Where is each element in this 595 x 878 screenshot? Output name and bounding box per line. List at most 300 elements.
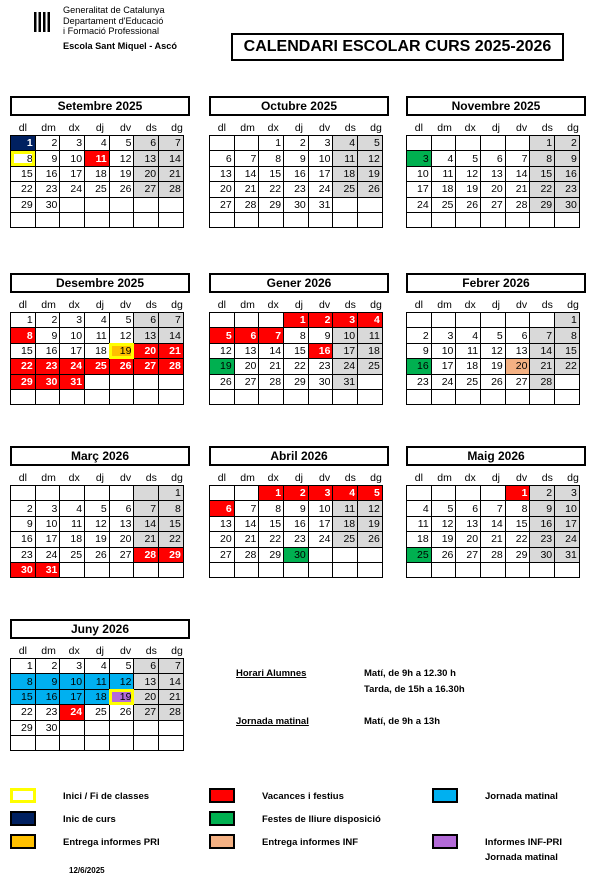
day-cell: [530, 212, 555, 227]
month-calendar: [10, 446, 190, 578]
day-cell: 24: [431, 374, 456, 389]
day-cell: 16: [11, 532, 36, 547]
weekday-label: dm: [437, 472, 452, 484]
day-cell: 6: [234, 328, 259, 343]
generalitat-logo-icon: [33, 10, 53, 34]
day-cell: 31: [35, 562, 60, 577]
horari-alumnes-tarda: Tarda, de 15h a 16.30h: [364, 684, 465, 695]
day-cell: 13: [505, 343, 530, 358]
day-cell: 9: [35, 674, 60, 689]
day-cell: [407, 212, 432, 227]
day-cell: [210, 313, 235, 328]
day-cell: [333, 212, 358, 227]
day-cell: 6: [210, 151, 235, 166]
day-cell: 11: [407, 516, 432, 531]
day-cell: [284, 562, 309, 577]
week-row: [407, 313, 580, 328]
day-cell: 9: [555, 151, 580, 166]
day-cell: 13: [481, 166, 506, 181]
horari-alumnes-label: Horari Alumnes: [236, 668, 307, 679]
day-cell: 9: [284, 151, 309, 166]
day-cell: 12: [431, 516, 456, 531]
day-cell: [85, 389, 110, 404]
day-cell: [333, 547, 358, 562]
month-grid: [406, 485, 580, 578]
day-cell: 8: [505, 501, 530, 516]
weekday-header: [406, 122, 586, 134]
weekday-label: dl: [217, 299, 226, 311]
day-cell: [530, 562, 555, 577]
day-cell: 11: [333, 151, 358, 166]
weekday-header: [10, 472, 190, 484]
day-cell: 25: [85, 182, 110, 197]
day-cell: [308, 212, 333, 227]
day-cell: 29: [159, 547, 184, 562]
legend-swatch-vacances: [209, 788, 235, 803]
day-cell: 12: [85, 516, 110, 531]
weekday-label: dv: [516, 122, 528, 134]
day-cell: [159, 735, 184, 750]
day-cell: [407, 313, 432, 328]
weekday-label: dx: [464, 122, 476, 134]
weekday-label: dj: [491, 299, 500, 311]
day-cell: 15: [259, 516, 284, 531]
day-cell: 6: [210, 501, 235, 516]
week-row: [210, 532, 383, 547]
day-cell: 10: [60, 328, 85, 343]
day-cell: 30: [284, 197, 309, 212]
day-cell: 26: [431, 547, 456, 562]
day-cell: 8: [11, 674, 36, 689]
day-cell: 9: [11, 516, 36, 531]
day-cell: 4: [85, 313, 110, 328]
day-cell: 1: [259, 136, 284, 151]
day-cell: [109, 212, 134, 227]
weekday-label: dv: [120, 645, 132, 657]
day-cell: [109, 374, 134, 389]
week-row: [11, 313, 184, 328]
day-cell: 7: [159, 313, 184, 328]
day-cell: [284, 389, 309, 404]
day-cell: [358, 562, 383, 577]
month-calendar: [209, 96, 389, 228]
day-cell: [358, 547, 383, 562]
day-cell: 16: [308, 343, 333, 358]
week-row: [407, 501, 580, 516]
month-title: Abril 2026: [209, 446, 389, 466]
day-cell: 29: [11, 197, 36, 212]
day-cell: 30: [35, 720, 60, 735]
week-row: [407, 359, 580, 374]
day-cell: [431, 212, 456, 227]
weekday-label: ds: [145, 472, 157, 484]
day-cell: [159, 720, 184, 735]
day-cell: [85, 562, 110, 577]
day-cell: 13: [109, 516, 134, 531]
legend-entrega-pri: Entrega informes PRI: [63, 837, 160, 848]
day-cell: 5: [210, 328, 235, 343]
day-cell: [333, 389, 358, 404]
day-cell: 27: [456, 547, 481, 562]
day-cell: 28: [259, 374, 284, 389]
day-cell: 17: [60, 166, 85, 181]
day-cell: 28: [234, 197, 259, 212]
day-cell: 15: [159, 516, 184, 531]
day-cell: 2: [11, 501, 36, 516]
day-cell: 27: [134, 359, 159, 374]
day-cell: [407, 486, 432, 501]
day-cell: [234, 212, 259, 227]
day-cell: 24: [60, 182, 85, 197]
day-cell: 28: [530, 374, 555, 389]
legend-inici-curs: Inic de curs: [63, 814, 116, 825]
day-cell: 30: [284, 547, 309, 562]
week-row: [407, 151, 580, 166]
day-cell: 27: [505, 374, 530, 389]
week-row: [11, 151, 184, 166]
day-cell: 15: [555, 343, 580, 358]
weekday-label: ds: [541, 472, 553, 484]
day-cell: 13: [134, 151, 159, 166]
day-cell: 10: [308, 501, 333, 516]
weekday-label: dv: [319, 299, 331, 311]
day-cell: 1: [284, 313, 309, 328]
day-cell: 19: [85, 532, 110, 547]
weekday-label: dl: [217, 472, 226, 484]
week-row: [210, 562, 383, 577]
weekday-label: dv: [319, 122, 331, 134]
day-cell: 9: [35, 328, 60, 343]
day-cell: 18: [431, 182, 456, 197]
day-cell: 24: [555, 532, 580, 547]
day-cell: 27: [234, 374, 259, 389]
weekday-label: dg: [567, 299, 579, 311]
day-cell: 2: [284, 486, 309, 501]
month-calendar: [10, 96, 190, 228]
day-cell: 2: [530, 486, 555, 501]
day-cell: 12: [358, 501, 383, 516]
weekday-label: dv: [120, 472, 132, 484]
day-cell: [555, 212, 580, 227]
month-grid: [10, 135, 184, 228]
day-cell: [159, 374, 184, 389]
day-cell: [481, 212, 506, 227]
day-cell: 26: [85, 547, 110, 562]
day-cell: [505, 562, 530, 577]
weekday-label: dg: [567, 122, 579, 134]
day-cell: [456, 389, 481, 404]
day-cell: 28: [481, 547, 506, 562]
week-row: [210, 212, 383, 227]
day-cell: 13: [134, 328, 159, 343]
day-cell: 26: [109, 182, 134, 197]
day-cell: [333, 562, 358, 577]
day-cell: 29: [11, 720, 36, 735]
day-cell: 29: [505, 547, 530, 562]
day-cell: 2: [407, 328, 432, 343]
day-cell: 3: [35, 501, 60, 516]
day-cell: 4: [456, 328, 481, 343]
day-cell: 11: [358, 328, 383, 343]
day-cell: [358, 212, 383, 227]
day-cell: 4: [333, 486, 358, 501]
day-cell: 24: [407, 197, 432, 212]
week-row: [210, 151, 383, 166]
day-cell: [134, 212, 159, 227]
day-cell: [456, 313, 481, 328]
day-cell: 19: [210, 359, 235, 374]
day-cell: 20: [109, 532, 134, 547]
day-cell: 10: [431, 343, 456, 358]
day-cell: [431, 486, 456, 501]
day-cell: 2: [35, 313, 60, 328]
day-cell: 3: [431, 328, 456, 343]
day-cell: 16: [35, 689, 60, 704]
day-cell: 18: [333, 166, 358, 181]
page-title: CALENDARI ESCOLAR CURS 2025-2026: [231, 33, 564, 61]
day-cell: 11: [60, 516, 85, 531]
week-row: [210, 501, 383, 516]
weekday-header: [209, 299, 389, 311]
weekday-label: dv: [516, 472, 528, 484]
day-cell: 28: [134, 547, 159, 562]
day-cell: [456, 136, 481, 151]
weekday-label: dj: [95, 645, 104, 657]
day-cell: [407, 389, 432, 404]
day-cell: 22: [11, 182, 36, 197]
day-cell: 23: [35, 182, 60, 197]
day-cell: 8: [530, 151, 555, 166]
day-cell: [505, 389, 530, 404]
day-cell: 1: [259, 486, 284, 501]
day-cell: [530, 389, 555, 404]
weekday-label: ds: [145, 645, 157, 657]
day-cell: 5: [109, 659, 134, 674]
day-cell: 17: [60, 343, 85, 358]
legend-entrega-inf: Entrega informes INF: [262, 837, 359, 848]
month-title: Octubre 2025: [209, 96, 389, 116]
day-cell: 27: [210, 197, 235, 212]
week-row: [11, 501, 184, 516]
day-cell: 15: [284, 343, 309, 358]
day-cell: 16: [284, 166, 309, 181]
weekday-label: dv: [120, 299, 132, 311]
week-row: [407, 166, 580, 181]
week-row: [11, 212, 184, 227]
day-cell: [85, 735, 110, 750]
day-cell: 23: [308, 359, 333, 374]
day-cell: 5: [456, 151, 481, 166]
week-row: [210, 547, 383, 562]
day-cell: 14: [134, 516, 159, 531]
weekday-label: dx: [68, 299, 80, 311]
day-cell: [284, 212, 309, 227]
day-cell: 20: [456, 532, 481, 547]
day-cell: [234, 486, 259, 501]
week-row: [210, 328, 383, 343]
day-cell: [481, 389, 506, 404]
day-cell: 2: [35, 136, 60, 151]
legend-inici-fi: Inici / Fi de classes: [63, 791, 150, 802]
day-cell: [234, 313, 259, 328]
day-cell: 17: [35, 532, 60, 547]
legend-swatch-inici-curs: [10, 811, 36, 826]
day-cell: 10: [333, 328, 358, 343]
day-cell: 3: [407, 151, 432, 166]
day-cell: 7: [259, 328, 284, 343]
day-cell: [481, 486, 506, 501]
day-cell: 4: [431, 151, 456, 166]
day-cell: [60, 212, 85, 227]
day-cell: 20: [134, 166, 159, 181]
day-cell: 23: [35, 705, 60, 720]
day-cell: 7: [505, 151, 530, 166]
day-cell: 23: [284, 182, 309, 197]
day-cell: 5: [85, 501, 110, 516]
day-cell: [234, 389, 259, 404]
day-cell: [210, 486, 235, 501]
day-cell: 30: [35, 374, 60, 389]
day-cell: [308, 389, 333, 404]
day-cell: [159, 562, 184, 577]
day-cell: [85, 197, 110, 212]
day-cell: 26: [109, 359, 134, 374]
day-cell: [333, 197, 358, 212]
weekday-label: dj: [294, 122, 303, 134]
day-cell: 17: [333, 343, 358, 358]
day-cell: [308, 562, 333, 577]
day-cell: [259, 313, 284, 328]
day-cell: 25: [431, 197, 456, 212]
weekday-label: ds: [541, 122, 553, 134]
day-cell: 30: [35, 197, 60, 212]
day-cell: 26: [481, 374, 506, 389]
day-cell: 10: [407, 166, 432, 181]
day-cell: [456, 212, 481, 227]
day-cell: [109, 486, 134, 501]
weekday-label: dg: [171, 645, 183, 657]
weekday-header: [10, 122, 190, 134]
day-cell: 5: [109, 136, 134, 151]
day-cell: 4: [85, 136, 110, 151]
day-cell: [456, 486, 481, 501]
day-cell: 28: [505, 197, 530, 212]
day-cell: 3: [60, 313, 85, 328]
weekday-label: dg: [370, 472, 382, 484]
day-cell: 21: [234, 182, 259, 197]
day-cell: 13: [134, 674, 159, 689]
month-title: Juny 2026: [10, 619, 190, 639]
weekday-header: [10, 299, 190, 311]
weekday-label: dv: [120, 122, 132, 134]
day-cell: [431, 136, 456, 151]
legend-swatch-inici-fi: [10, 788, 36, 803]
day-cell: 21: [234, 532, 259, 547]
week-row: [11, 343, 184, 358]
day-cell: 8: [159, 501, 184, 516]
day-cell: 17: [308, 166, 333, 181]
day-cell: [210, 212, 235, 227]
month-title: Novembre 2025: [406, 96, 586, 116]
legend-swatch-lliure: [209, 811, 235, 826]
day-cell: 21: [259, 359, 284, 374]
day-cell: 31: [555, 547, 580, 562]
day-cell: [134, 562, 159, 577]
day-cell: [134, 486, 159, 501]
week-row: [210, 182, 383, 197]
day-cell: [210, 136, 235, 151]
day-cell: 22: [505, 532, 530, 547]
day-cell: 22: [11, 359, 36, 374]
week-row: [11, 486, 184, 501]
day-cell: 26: [109, 705, 134, 720]
legend-swatch-jornada-matinal: [432, 788, 458, 803]
day-cell: 4: [358, 313, 383, 328]
org-line-2: Departament d'Educació: [63, 15, 164, 26]
day-cell: 26: [210, 374, 235, 389]
weekday-label: dl: [18, 472, 27, 484]
weekday-label: dl: [414, 122, 423, 134]
week-row: [210, 343, 383, 358]
day-cell: [358, 389, 383, 404]
day-cell: [210, 562, 235, 577]
day-cell: [159, 197, 184, 212]
week-row: [210, 136, 383, 151]
day-cell: 8: [284, 328, 309, 343]
day-cell: 11: [85, 151, 110, 166]
week-row: [11, 720, 184, 735]
day-cell: [11, 486, 36, 501]
month-calendar: [209, 446, 389, 578]
day-cell: 15: [530, 166, 555, 181]
week-row: [11, 735, 184, 750]
week-row: [407, 343, 580, 358]
day-cell: 15: [259, 166, 284, 181]
day-cell: [259, 389, 284, 404]
day-cell: [11, 735, 36, 750]
day-cell: 2: [284, 136, 309, 151]
day-cell: 25: [333, 532, 358, 547]
day-cell: 22: [555, 359, 580, 374]
day-cell: 5: [358, 136, 383, 151]
day-cell: 2: [308, 313, 333, 328]
day-cell: [407, 136, 432, 151]
day-cell: 21: [481, 532, 506, 547]
horari-alumnes-mati: Matí, de 9h a 12.30 h: [364, 668, 456, 679]
day-cell: [60, 562, 85, 577]
day-cell: 18: [407, 532, 432, 547]
week-row: [11, 705, 184, 720]
weekday-label: dg: [370, 299, 382, 311]
day-cell: 18: [60, 532, 85, 547]
day-cell: 27: [134, 705, 159, 720]
legend-informes-inf-pri-2: Jornada matinal: [485, 852, 558, 863]
day-cell: 27: [210, 547, 235, 562]
day-cell: 5: [358, 486, 383, 501]
weekday-header: [10, 645, 190, 657]
day-cell: 15: [505, 516, 530, 531]
day-cell: 23: [555, 182, 580, 197]
legend-swatch-entrega-inf: [209, 834, 235, 849]
week-row: [11, 389, 184, 404]
day-cell: 25: [85, 705, 110, 720]
day-cell: 24: [60, 359, 85, 374]
day-cell: 25: [333, 182, 358, 197]
day-cell: 16: [530, 516, 555, 531]
week-row: [11, 674, 184, 689]
day-cell: [358, 197, 383, 212]
day-cell: [60, 389, 85, 404]
